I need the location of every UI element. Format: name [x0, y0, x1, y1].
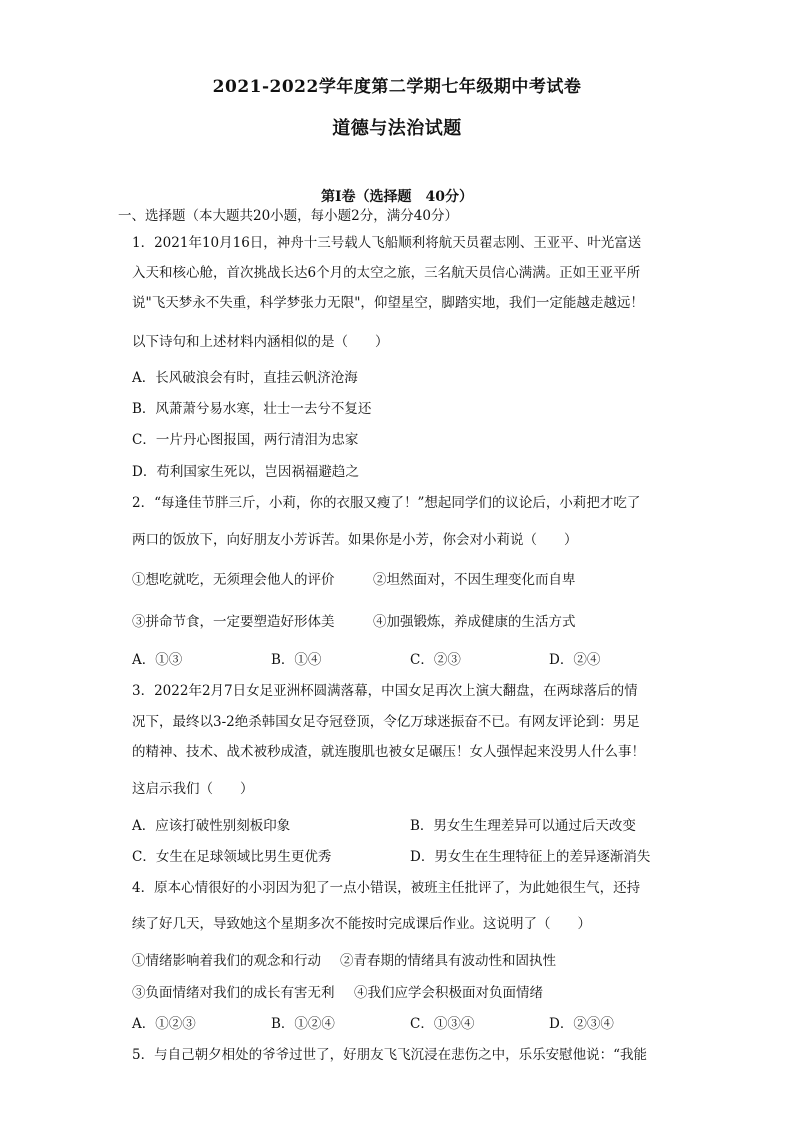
statement-row — [132, 952, 632, 970]
options-row — [132, 817, 672, 835]
statement-row — [132, 613, 612, 631]
statement-2: ②青春期的情绪具有波动性和固执性 — [340, 953, 556, 969]
question-text-line: 说"飞天梦永不失重，科学梦张力无限"，仰望星空，脚踏实地，我们一定能越走越远！ — [132, 295, 644, 311]
question-text-line: 3．2022年2月7日女足亚洲杯圆满落幕，中国女足再次上演大翻盘，在两球落后的情 — [132, 683, 638, 699]
option-b: B．①②④ — [271, 1016, 335, 1032]
options-row — [132, 1015, 632, 1033]
option-d: D．②④ — [549, 652, 601, 668]
option-d: D．②③④ — [549, 1016, 614, 1032]
statement-row — [132, 984, 632, 1002]
statement-3: ③负面情绪对我们的成长有害无利 — [132, 985, 335, 1001]
option-c: C．一片丹心图报国，两行清泪为忠家 — [132, 432, 359, 448]
question-text-line: 两口的饭放下，向好朋友小芳诉苦。如果你是小芳，你会对小莉说（ ） — [132, 532, 578, 548]
statement-1: ①想吃就吃，无须理会他人的评价 — [132, 572, 335, 588]
question-text-line: 4．原本心情很好的小羽因为犯了一点小错误，被班主任批评了，为此她很生气，还持 — [132, 880, 641, 896]
option-b: B．男女生生理差异可以通过后天改变 — [410, 818, 636, 834]
question-text-line: 况下，最终以3-2绝杀韩国女足夺冠登顶，令亿万球迷振奋不已。有网友评论到：男足 — [132, 714, 640, 730]
option-c: C．女生在足球领域比男生更优秀 — [132, 849, 332, 865]
option-d: D．男女生在生理特征上的差异逐渐消失 — [410, 849, 651, 865]
option-a: A．长风破浪会有时，直挂云帆济沧海 — [132, 370, 358, 386]
part-title: 第Ⅰ卷（选择题 40分） — [320, 189, 474, 205]
option-c: C．②③ — [410, 652, 461, 668]
question-text-line: 以下诗句和上述材料内涵相似的是（ ） — [132, 334, 389, 350]
option-d: D．苟利国家生死以，岂因祸福避趋之 — [132, 464, 359, 480]
option-a: A．应该打破性别刻板印象 — [132, 818, 291, 834]
option-a: A．①②③ — [132, 1016, 196, 1032]
option-b: B．①④ — [271, 652, 322, 668]
question-text-line: 的精神、技术、战术被秒成渣，就连腹肌也被女足碾压！女人强悍起来没男人什么事！ — [132, 744, 645, 760]
question-text-line: 5．与自己朝夕相处的爷爷过世了，好朋友飞飞沉浸在悲伤之中，乐乐安慰他说：“我能 — [132, 1047, 647, 1063]
option-b: B．风萧萧兮易水寒，壮士一去兮不复还 — [132, 401, 372, 417]
section-header: 一、选择题（本大题共20小题，每小题2分，满分40分） — [118, 208, 458, 224]
statement-1: ①情绪影响着我们的观念和行动 — [132, 953, 321, 969]
question-text-line: 这启示我们（ ） — [132, 781, 254, 797]
question-text-line: 入天和核心舱，首次挑战长达6个月的太空之旅，三名航天员信心满满。正如王亚平所 — [132, 265, 641, 281]
statement-2: ②坦然面对，不因生理变化而自卑 — [373, 572, 576, 588]
exam-subtitle: 道德与法治试题 — [332, 118, 462, 139]
question-text-line: 2．“每逢佳节胖三斤，小莉，你的衣服又瘦了！”想起同学们的议论后，小莉把才吃了 — [132, 495, 641, 511]
statement-4: ④加强锻炼，养成健康的生活方式 — [373, 614, 576, 630]
statement-row — [132, 571, 612, 589]
option-c: C．①③④ — [410, 1016, 475, 1032]
question-text-line: 1．2021年10月16日，神舟十三号载人飞船顺利将航天员翟志刚、王亚平、叶光富送 — [132, 235, 642, 251]
statement-4: ④我们应学会积极面对负面情绪 — [354, 985, 543, 1001]
exam-title: 2021-2022学年度第二学期七年级期中考试卷 — [212, 77, 582, 97]
options-row — [132, 848, 672, 866]
statement-3: ③拼命节食，一定要塑造好形体美 — [132, 614, 335, 630]
option-a: A．①③ — [132, 652, 183, 668]
options-row — [132, 651, 632, 669]
question-text-line: 续了好几天，导致她这个星期多次不能按时完成课后作业。这说明了（ ） — [132, 916, 591, 932]
